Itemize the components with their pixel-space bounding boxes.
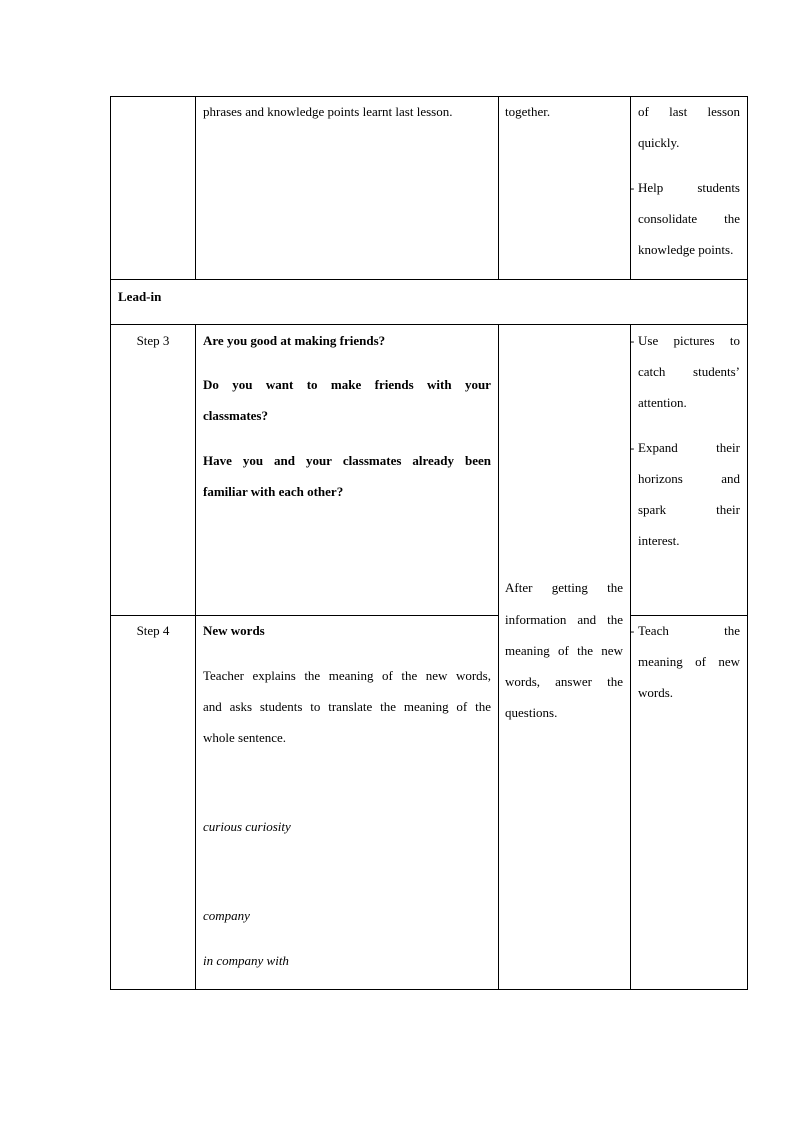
section-heading-lead-in: Lead-in xyxy=(118,289,162,304)
step-label: Step 4 xyxy=(136,623,170,638)
activity-line: information and the xyxy=(505,612,623,627)
column-divider xyxy=(195,324,196,990)
bullet-dash: - xyxy=(630,180,635,195)
question-text: Have you and your classmates already been xyxy=(203,453,491,468)
column-divider xyxy=(498,324,499,990)
table-border-bottom xyxy=(110,989,748,990)
activity-line: meaning of the new xyxy=(505,643,623,658)
bullet-dash: - xyxy=(630,440,635,455)
purpose-line: Help students xyxy=(638,180,740,195)
purpose-line: attention. xyxy=(638,395,687,410)
content-cell-text: phrases and knowledge points learnt last lesson. xyxy=(203,104,453,119)
purpose-line: knowledge points. xyxy=(638,242,734,257)
column-divider xyxy=(630,324,631,990)
instruction-text: whole sentence. xyxy=(203,730,287,745)
purpose-line: consolidate the xyxy=(638,211,740,226)
purpose-line: Expand their xyxy=(638,440,740,455)
instruction-text: and asks students to translate the meaning of the xyxy=(203,699,491,714)
row-divider xyxy=(110,279,748,280)
activity-cell-text: together. xyxy=(505,104,551,119)
question-text: familiar with each other? xyxy=(203,484,344,499)
vocabulary-item: company xyxy=(203,908,250,923)
step-label: Step 3 xyxy=(136,333,170,348)
question-text: Are you good at making friends? xyxy=(203,333,386,348)
question-text: classmates? xyxy=(203,408,268,423)
bullet-dash: - xyxy=(630,333,635,348)
question-text: Do you want to make friends with your xyxy=(203,377,491,392)
purpose-line: meaning of new xyxy=(638,654,740,669)
column-divider xyxy=(195,96,196,280)
column-divider xyxy=(498,96,499,280)
activity-line: questions. xyxy=(505,705,558,720)
activity-line: words, answer the xyxy=(505,674,623,689)
table-border-left xyxy=(110,96,111,990)
instruction-text: Teacher explains the meaning of the new words, xyxy=(203,668,491,683)
purpose-line: words. xyxy=(638,685,674,700)
purpose-line: Teach the xyxy=(638,623,740,638)
purpose-line: spark their xyxy=(638,502,740,517)
subheading-new-words: New words xyxy=(203,623,265,638)
bullet-dash: - xyxy=(630,623,635,638)
purpose-line: quickly. xyxy=(638,135,680,150)
purpose-line: of last lesson xyxy=(638,104,740,119)
vocabulary-item: curious curiosity xyxy=(203,819,291,834)
purpose-line: interest. xyxy=(638,533,680,548)
purpose-line: catch students’ xyxy=(638,364,740,379)
purpose-line: horizons and xyxy=(638,471,740,486)
activity-line: After getting the xyxy=(505,580,623,595)
purpose-line: Use pictures to xyxy=(638,333,740,348)
table-border-right xyxy=(747,96,748,990)
vocabulary-item: in company with xyxy=(203,953,289,968)
